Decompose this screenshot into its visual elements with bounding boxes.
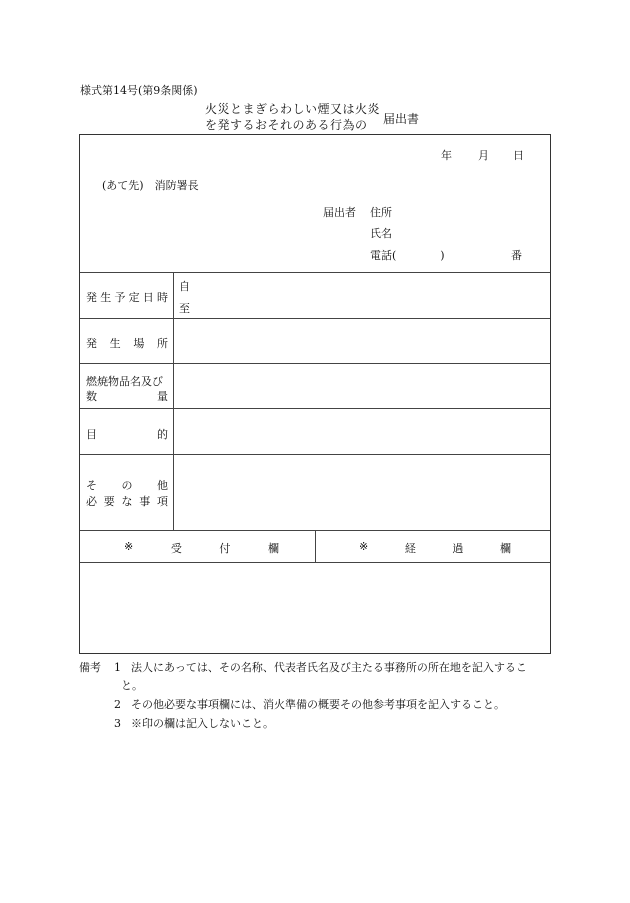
note-number: 3 bbox=[114, 717, 121, 730]
divider bbox=[80, 562, 550, 563]
form-title-line1: 火災とまぎらわしい煙又は火炎 bbox=[205, 102, 381, 116]
form-title-suffix: 届出書 bbox=[383, 112, 420, 126]
material-label-line1: 燃焼物品名及び bbox=[86, 375, 163, 388]
addressee: (あて先) 消防署長 bbox=[102, 179, 199, 192]
applicant-phone-suffix: 番 bbox=[511, 249, 522, 262]
material-input-area[interactable] bbox=[178, 366, 546, 404]
purpose-label: 目 的 bbox=[86, 428, 168, 441]
datetime-input-area[interactable] bbox=[198, 275, 546, 315]
note-text: ※印の欄は記入しないこと。 bbox=[131, 717, 274, 730]
datetime-from-label: 自 bbox=[179, 280, 190, 293]
note-text: その他必要な事項欄には、消火準備の概要その他参考事項を記入すること。 bbox=[131, 698, 505, 711]
divider bbox=[80, 272, 550, 273]
form-table bbox=[79, 134, 551, 654]
applicant-address-label: 住所 bbox=[370, 206, 392, 219]
date-month-label: 月 bbox=[478, 149, 489, 162]
applicant-phone-label: 電話( ) bbox=[370, 249, 445, 262]
note-number: 1 bbox=[114, 661, 121, 674]
divider bbox=[80, 454, 550, 455]
applicant-name-label: 氏名 bbox=[370, 227, 392, 240]
other-label-line1: そ の 他 bbox=[86, 479, 168, 492]
date-day-label: 日 bbox=[513, 149, 524, 162]
footer-column-divider bbox=[315, 530, 316, 562]
reception-column-header: ※ 受 付 欄 bbox=[124, 540, 279, 555]
progress-column-header: ※ 経 過 欄 bbox=[359, 540, 511, 555]
scheduled-datetime-label: 発 生 予 定 日 時 bbox=[86, 291, 168, 304]
note-text-continuation: と。 bbox=[121, 679, 143, 692]
date-year-label: 年 bbox=[441, 149, 452, 162]
note-text: 法人にあっては、その名称、代表者氏名及び主たる事務所の所在地を記入するこ bbox=[131, 661, 527, 674]
form-number: 様式第14号(第9条関係) bbox=[80, 84, 198, 97]
material-label-line2: 数 量 bbox=[86, 390, 168, 403]
form-title-line2: を発するおそれのある行為の bbox=[205, 118, 368, 132]
note-number: 2 bbox=[114, 698, 121, 711]
place-label: 発 生 場 所 bbox=[86, 337, 168, 350]
notes-label: 備考 bbox=[79, 661, 101, 674]
place-input-area[interactable] bbox=[178, 321, 546, 359]
divider bbox=[80, 318, 550, 319]
divider bbox=[80, 408, 550, 409]
other-input-area[interactable] bbox=[178, 457, 546, 526]
divider bbox=[80, 363, 550, 364]
datetime-to-label: 至 bbox=[179, 302, 190, 315]
label-column-divider bbox=[173, 272, 174, 530]
applicant-label: 届出者 bbox=[323, 206, 356, 219]
form-title bbox=[205, 101, 380, 133]
purpose-input-area[interactable] bbox=[178, 411, 546, 450]
other-label-line2: 必 要 な 事 項 bbox=[86, 495, 168, 508]
